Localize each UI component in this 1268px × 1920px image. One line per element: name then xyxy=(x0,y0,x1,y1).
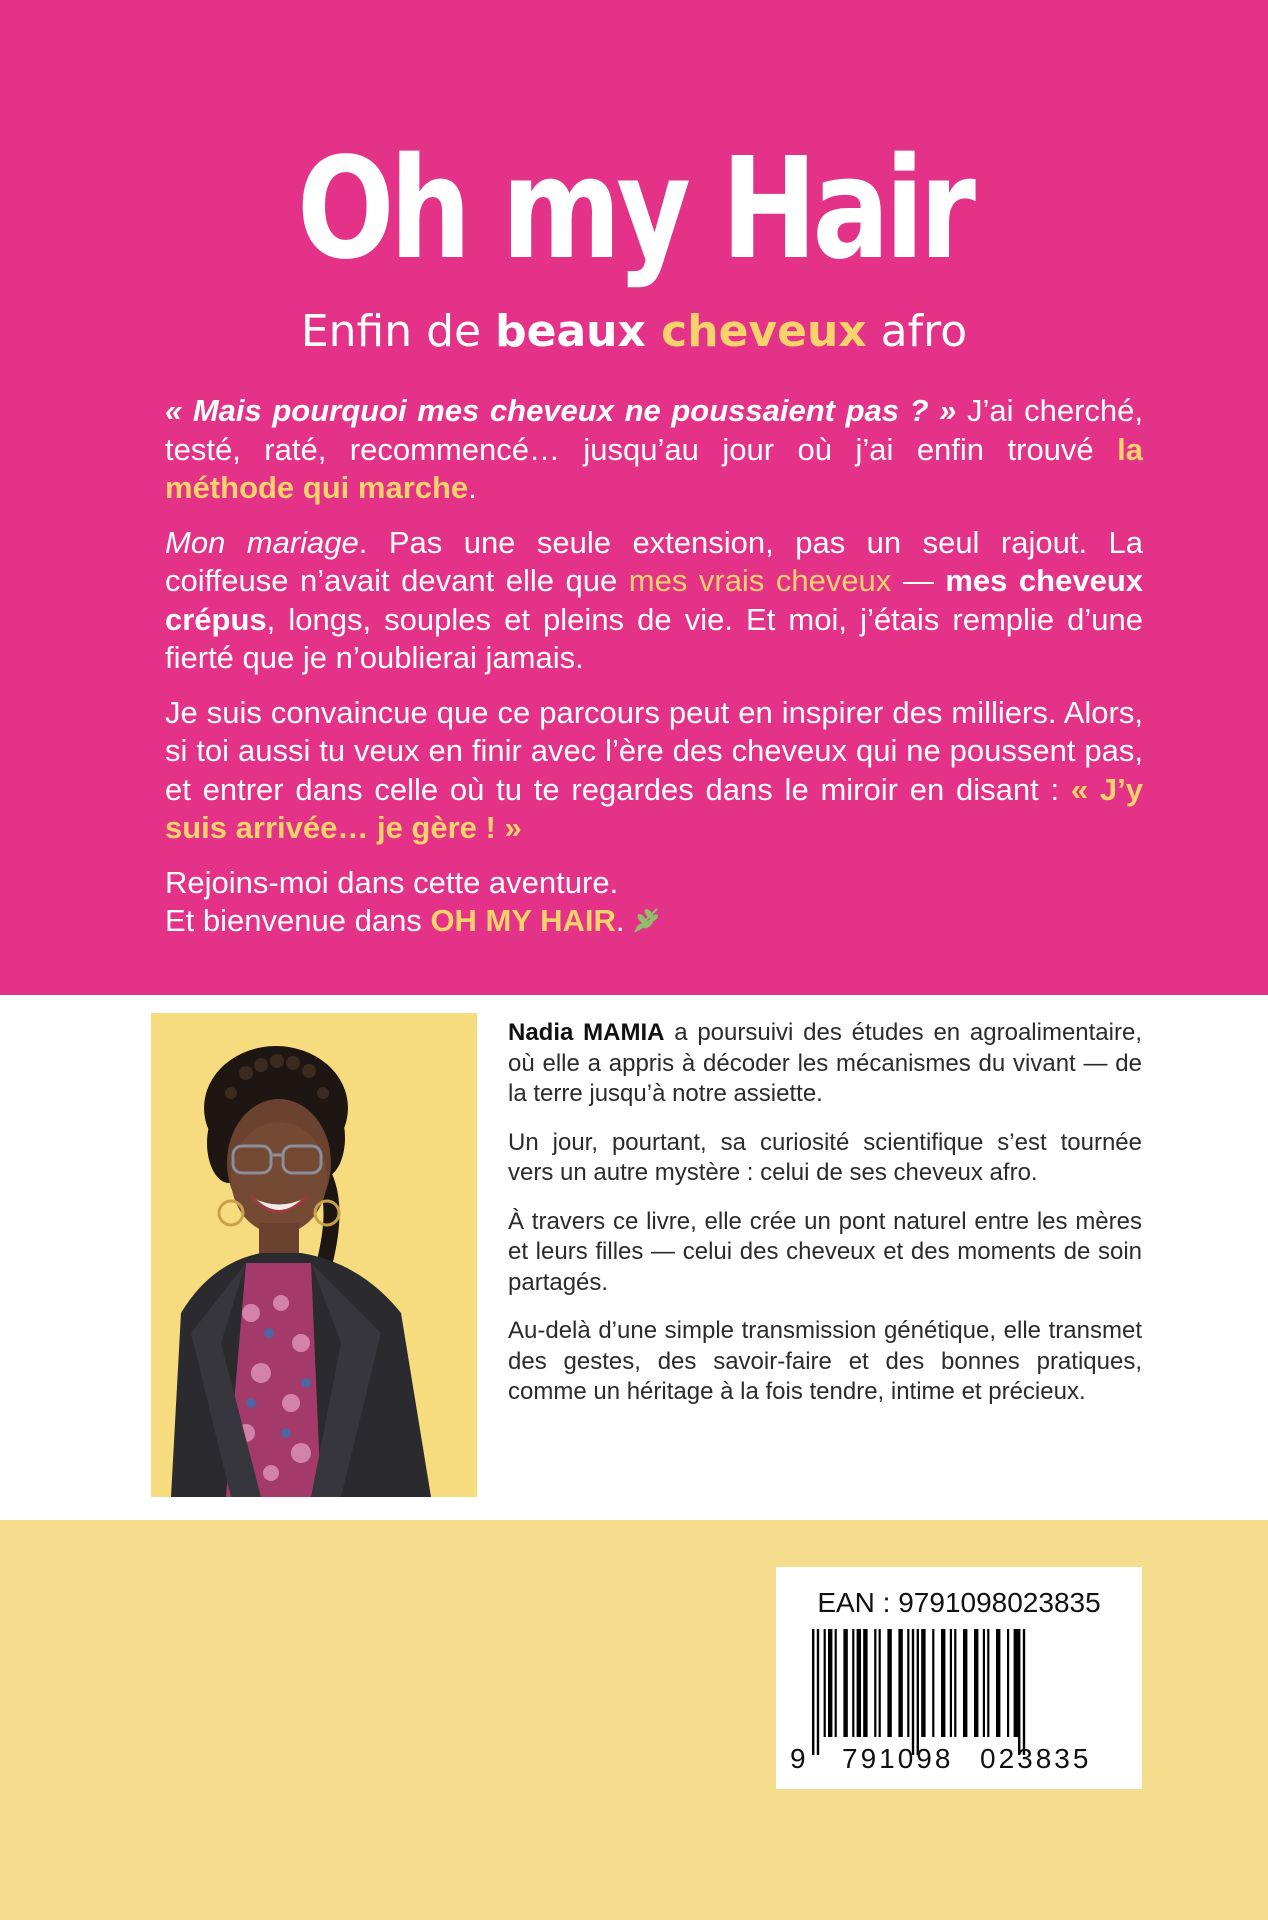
blurb-bold: mes cheveux crépus xyxy=(165,563,1143,637)
barcode-bar xyxy=(1007,1629,1009,1737)
barcode-guard-bar xyxy=(812,1629,814,1755)
barcode-digits-left: 791098 xyxy=(842,1743,954,1774)
book-title: Oh my Hair xyxy=(296,128,972,291)
blurb-text: Rejoins-moi dans cette aventure. xyxy=(165,864,619,900)
blurb-text: . xyxy=(468,470,477,505)
barcode-bar xyxy=(898,1629,902,1737)
barcode-bar xyxy=(863,1629,867,1737)
author-photo xyxy=(151,1013,477,1497)
barcode-bar xyxy=(874,1629,876,1737)
barcode-bar xyxy=(879,1629,881,1737)
barcode-bar xyxy=(843,1629,847,1737)
bio-text: a poursuivi des études en agroalimentaire, où elle a appris à décoder les mécanismes du vivant — de la terre jusqu’à notre assiette. xyxy=(508,1019,1142,1107)
blurb-highlight: la méthode qui marche xyxy=(165,431,1143,505)
blurb-italic: Mon mariage xyxy=(165,524,359,560)
barcode-guard-bar xyxy=(1018,1629,1020,1755)
barcode-guard-bar xyxy=(912,1629,914,1755)
blurb-text: , longs, souples et pleins de vie. Et moi, j’étais remplie d’une fierté que je n’oublierai jamais. xyxy=(165,601,1143,675)
blurb xyxy=(165,392,1143,945)
barcode-bar xyxy=(824,1629,826,1737)
bio-paragraph-1 xyxy=(508,1018,1142,1110)
barcode-bar xyxy=(828,1629,832,1737)
barcode-bar xyxy=(954,1629,956,1737)
blurb-text: Et bienvenue dans xyxy=(165,903,431,938)
barcode-bar xyxy=(950,1629,952,1737)
blurb-paragraph-3 xyxy=(165,694,1143,848)
barcode-bar xyxy=(857,1629,861,1737)
leaf-icon xyxy=(631,905,661,945)
barcode-bar xyxy=(907,1629,909,1737)
subtitle-highlight: cheveux xyxy=(661,306,867,357)
barcode-bar xyxy=(963,1629,967,1737)
barcode-digits-right: 023835 xyxy=(980,1743,1092,1774)
ean-label: EAN : 9791098023835 xyxy=(817,1587,1101,1618)
barcode-bar xyxy=(852,1629,854,1737)
blurb-highlight: OH MY HAIR xyxy=(430,903,616,938)
blurb-quote: « Mais pourquoi mes cheveux ne poussaient pas ? » xyxy=(165,393,957,428)
barcode-guard-bar xyxy=(917,1629,919,1755)
blurb-paragraph-1 xyxy=(165,392,1143,508)
book-subtitle xyxy=(0,306,1268,357)
bio-paragraph-4: Au-delà d’une simple transmission génétique, elle transmet des gestes, des savoir-faire et des bonnes pratiques, comme un héritage à la fois tendre, intime et précieux. xyxy=(508,1317,1142,1405)
author-bio xyxy=(508,1018,1142,1426)
barcode-bar xyxy=(996,1629,1000,1737)
blurb-highlight: mes vrais cheveux xyxy=(628,563,892,598)
blurb-text: . Pas une seule extension, pas un seul rajout. La coiffeuse n’avait devant elle que xyxy=(165,524,1143,598)
blurb-text: J’ai cherché, testé, raté, recommencé… jusqu’au jour où j’ai enfin trouvé xyxy=(165,393,1143,467)
barcode-bar xyxy=(987,1629,989,1737)
barcode-bar xyxy=(887,1629,891,1737)
barcode-bar xyxy=(932,1629,934,1737)
bio-paragraph-2: Un jour, pourtant, sa curiosité scientifique s’est tournée vers un autre mystère : celui de ses cheveux afro. xyxy=(508,1128,1142,1186)
subtitle-part1: Enfin de xyxy=(300,306,496,357)
subtitle-part2: beaux xyxy=(495,306,662,357)
barcode-digit-first: 9 xyxy=(790,1743,806,1774)
barcode-bar xyxy=(835,1629,837,1737)
blurb-text: . xyxy=(615,903,625,938)
barcode xyxy=(776,1567,1142,1789)
barcode-guard-bar xyxy=(1023,1629,1025,1755)
barcode-guard-bar xyxy=(817,1629,819,1755)
author-name: Nadia MAMIA xyxy=(508,1019,665,1046)
barcode-bars xyxy=(812,1629,1112,1755)
blurb-text: Je suis convaincue que ce parcours peut en inspirer des milliers. Alors, si toi aussi tu veux en finir avec l’ère des cheveux qui ne poussent pas, et entrer dans celle où tu te regardes dans le miroir en disant : xyxy=(165,694,1143,807)
barcode-bar xyxy=(921,1629,925,1737)
barcode-bar xyxy=(1014,1629,1018,1737)
barcode-bar xyxy=(941,1629,945,1737)
blurb-paragraph-2 xyxy=(165,524,1143,678)
blurb-highlight: « J’y suis arrivée… je gère ! » xyxy=(165,771,1143,845)
blurb-paragraph-4 xyxy=(165,864,1143,945)
bio-paragraph-3: À travers ce livre, elle crée un pont naturel entre les mères et leurs filles — celui des cheveux et des moments de soin partagés. xyxy=(508,1207,1142,1296)
barcode-bar xyxy=(974,1629,978,1737)
subtitle-part4: afro xyxy=(866,306,968,357)
blurb-text: — xyxy=(891,563,946,598)
barcode-bar xyxy=(983,1629,985,1737)
